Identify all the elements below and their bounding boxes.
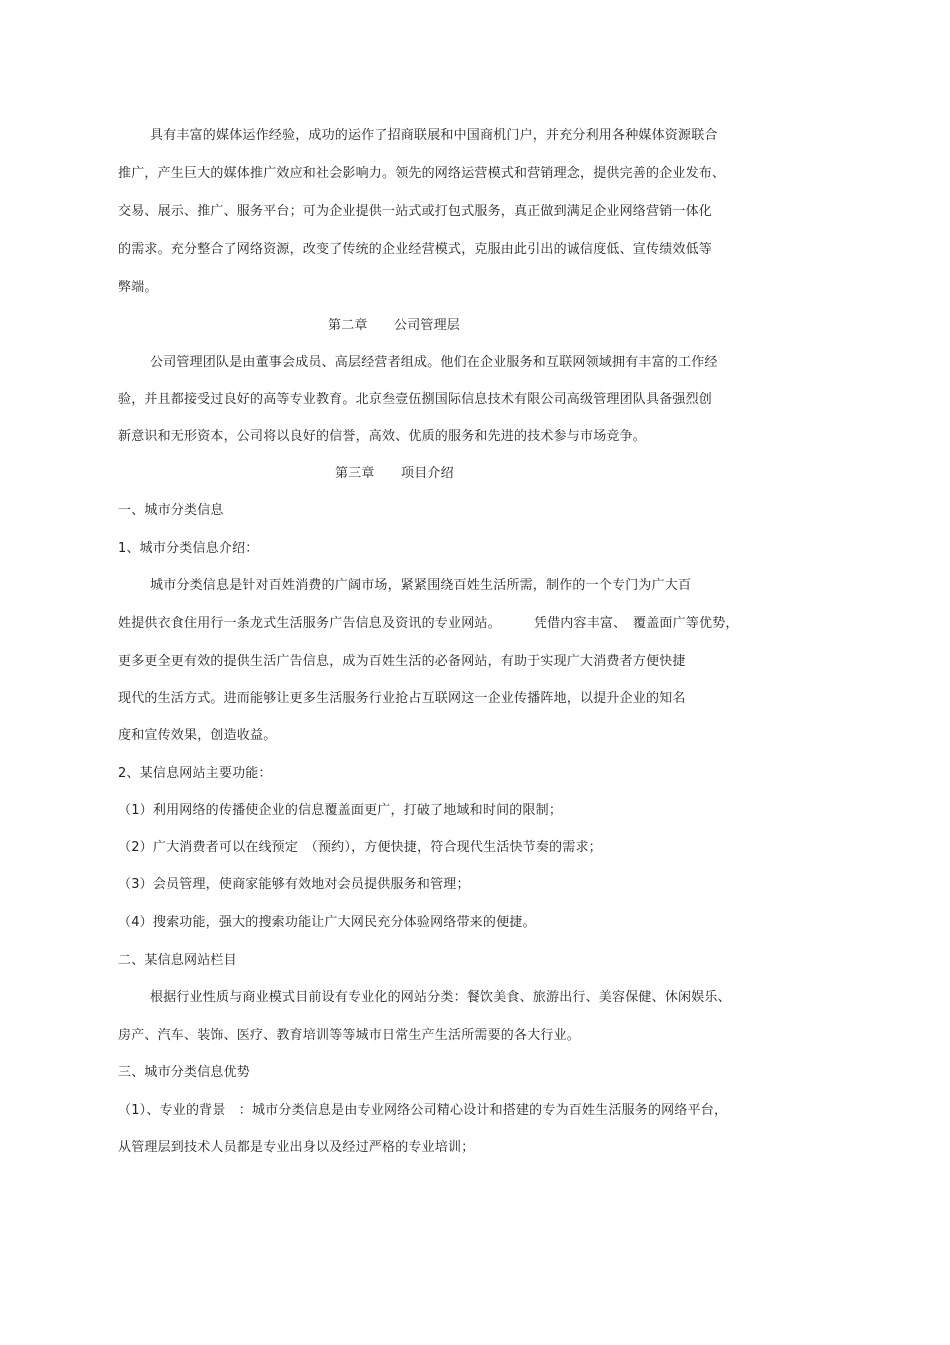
paragraph-line: （1）、专业的背景 ：城市分类信息是由专业网络公司精心设计和搭建的专为百姓生活服务的网络平台， bbox=[118, 1103, 728, 1118]
list-item: （1）利用网络的传播使企业的信息覆盖面更广，打破了地域和时间的限制； bbox=[118, 803, 563, 818]
paragraph-line: 度和宣传效果，创造收益。 bbox=[118, 728, 277, 743]
paragraph-line: 现代的生活方式。进而能够让更多生活服务行业抢占互联网这一企业传播阵地，以提升企业的知名 bbox=[118, 691, 686, 706]
paragraph-line: 姓提供衣食住用行一条龙式生活服务广告信息及资讯的专业网站。 凭借内容丰富、 覆盖面广等优势， bbox=[118, 616, 739, 631]
section-heading: 三、城市分类信息优势 bbox=[118, 1065, 251, 1080]
chapter-heading: 第二章 公司管理层 bbox=[328, 318, 461, 333]
paragraph-line: 城市分类信息是针对百姓消费的广阔市场，紧紧围绕百姓生活所需，制作的一个专门为广大百 bbox=[150, 578, 692, 593]
paragraph-line: 具有丰富的媒体运作经验，成功的运作了招商联展和中国商机门户，并充分利用各种媒体资源联合 bbox=[150, 128, 718, 143]
list-item: （4）搜索功能，强大的搜索功能让广大网民充分体验网络带来的便捷。 bbox=[118, 915, 536, 930]
paragraph-line: 新意识和无形资本，公司将以良好的信誉，高效、优质的服务和先进的技术参与市场竞争。 bbox=[118, 429, 647, 444]
paragraph-line: 根据行业性质与商业模式目前设有专业化的网站分类：餐饮美食、旅游出行、美容保健、休闲娱乐、 bbox=[150, 990, 731, 1005]
section-heading: 一、城市分类信息 bbox=[118, 503, 224, 518]
subsection-heading: 1、城市分类信息介绍： bbox=[118, 541, 259, 556]
list-item: （3）会员管理，使商家能够有效地对会员提供服务和管理； bbox=[118, 877, 470, 892]
paragraph-line: 公司管理团队是由董事会成员、高层经营者组成。他们在企业服务和互联网领域拥有丰富的工作经 bbox=[150, 355, 718, 370]
section-heading: 二、某信息网站栏目 bbox=[118, 953, 237, 968]
paragraph-line: 房产、汽车、装饰、医疗、教育培训等等城市日常生产生活所需要的各大行业。 bbox=[118, 1028, 581, 1043]
paragraph-line: 交易、展示、推广、服务平台；可为企业提供一站式或打包式服务，真正做到满足企业网络营销一体化 bbox=[118, 204, 713, 219]
paragraph-line: 弊端。 bbox=[118, 280, 158, 295]
paragraph-line: 推广，产生巨大的媒体推广效应和社会影响力。领先的网络运营模式和营销理念，提供完善的企业发布、 bbox=[118, 166, 726, 181]
chapter-heading: 第三章 项目介绍 bbox=[335, 466, 454, 481]
paragraph-line: 的需求。充分整合了网络资源，改变了传统的企业经营模式，克服由此引出的诚信度低、宣传绩效低等 bbox=[118, 242, 713, 257]
subsection-heading: 2、某信息网站主要功能： bbox=[118, 766, 272, 781]
paragraph-line: 验，并且都接受过良好的高等专业教育。北京叁壹伍捌国际信息技术有限公司高级管理团队具备强烈创 bbox=[118, 392, 713, 407]
paragraph-line: 从管理层到技术人员都是专业出身以及经过严格的专业培训； bbox=[118, 1140, 475, 1155]
list-item: （2）广大消费者可以在线预定 （预约），方便快捷，符合现代生活快节奏的需求； bbox=[118, 840, 602, 855]
paragraph-line: 更多更全更有效的提供生活广告信息，成为百姓生活的必备网站，有助于实现广大消费者方便快捷 bbox=[118, 654, 686, 669]
